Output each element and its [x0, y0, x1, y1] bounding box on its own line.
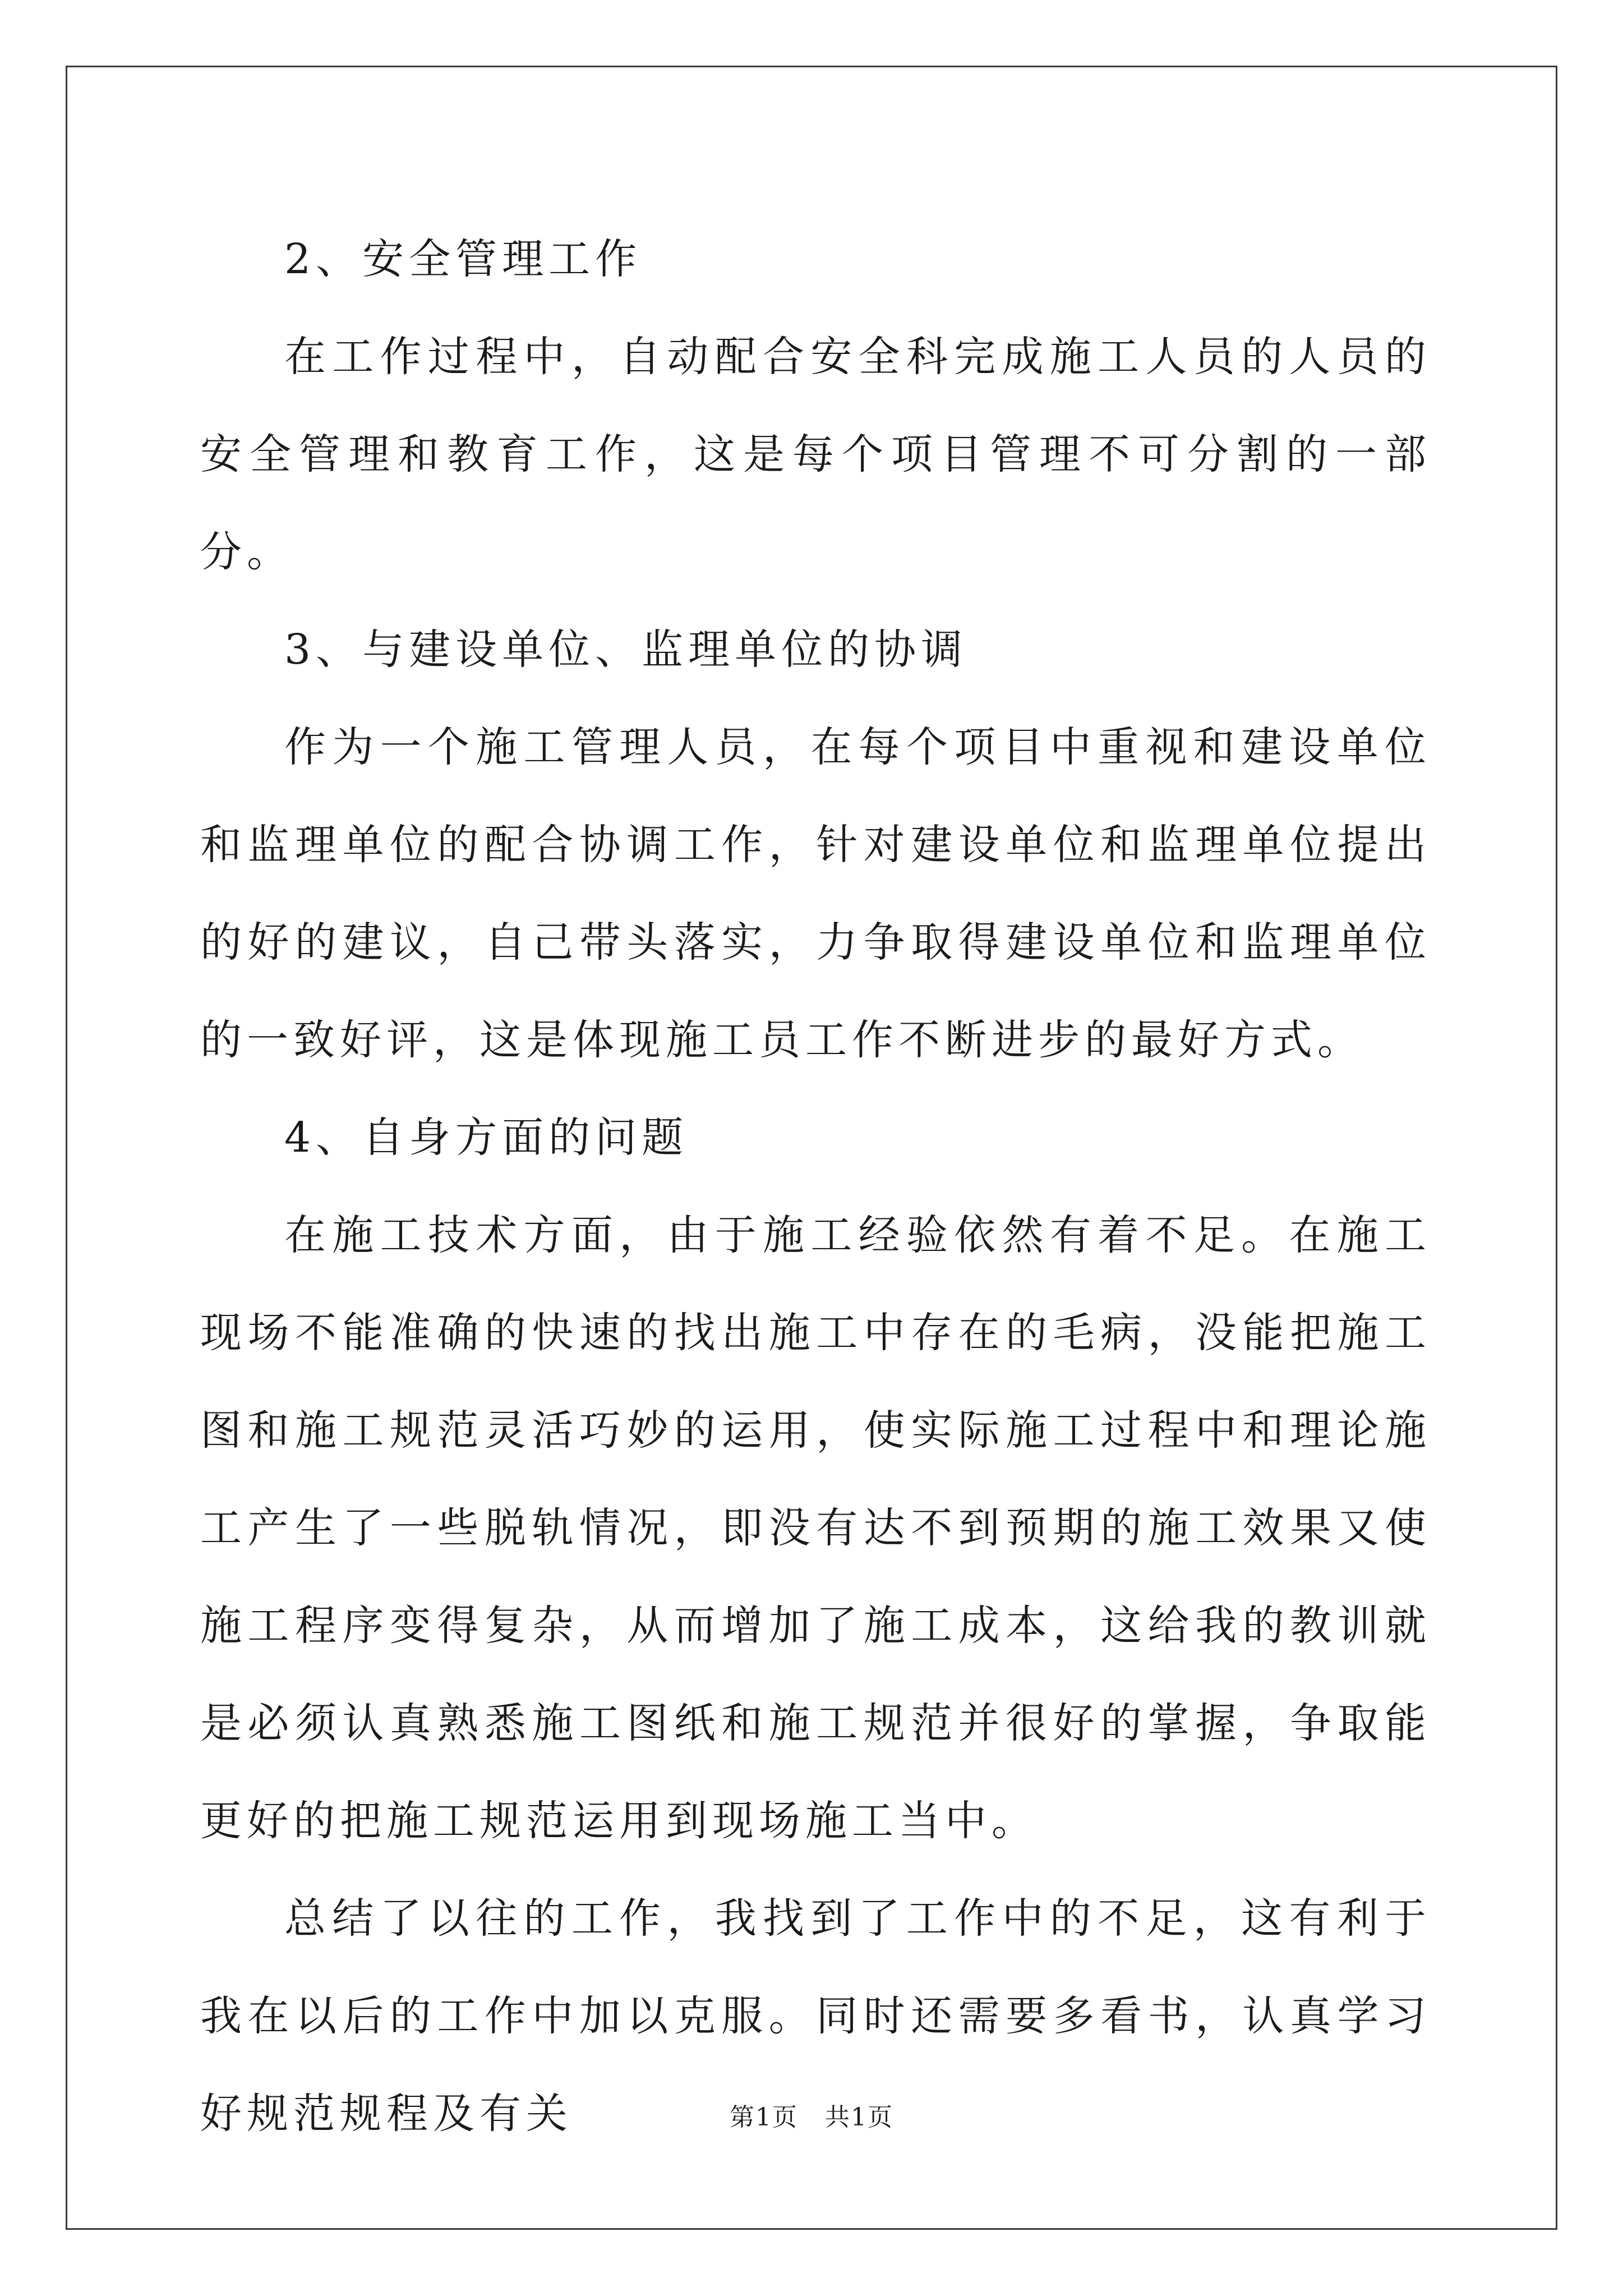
page-footer: [0, 2101, 1623, 2134]
paragraph-coordination: 作为一个施工管理人员，在每个项目中重视和建设单位和监理单位的配合协调工作，针对建设单位和监理单位提出的好的建议，自己带头落实，力争取得建设单位和监理单位的一致好评，这是体现施工员工作不断进步的最好方式。: [200, 723, 1431, 1064]
section-heading-self-issues: 4、自身方面的问题: [284, 1114, 689, 1162]
document-body: [200, 210, 1431, 2162]
paragraph-self-issues: 在施工技术方面，由于施工经验依然有着不足。在施工现场不能准确的快速的找出施工中存在的毛病，没能把施工图和施工规范灵活巧妙的运用，使实际施工过程中和理论施工产生了一些脱轨情况，即没有达不到预期的施工效果又使施工程序变得复杂，从而增加了施工成本，这给我的教训就是必须认真熟悉施工图纸和施工规范并很好的掌握，争取能更好的把施工规范运用到现场施工当中。: [200, 1211, 1431, 1845]
paragraph-summary: 总结了以往的工作，我找到了工作中的不足，这有利于我在以后的工作中加以克服。同时还需要多看书，认真学习好规范规程及有关: [200, 1894, 1431, 2138]
section-heading-safety: 2、安全管理工作: [284, 235, 642, 283]
paragraph-safety: 在工作过程中，自动配合安全科完成施工人员的人员的安全管理和教育工作，这是每个项目管理不可分割的一部分。: [200, 333, 1431, 576]
section-heading-coordination: 3、与建设单位、监理单位的协调: [284, 625, 968, 674]
page-number: 第1页: [730, 2103, 798, 2132]
page-total: 共1页: [825, 2103, 893, 2132]
